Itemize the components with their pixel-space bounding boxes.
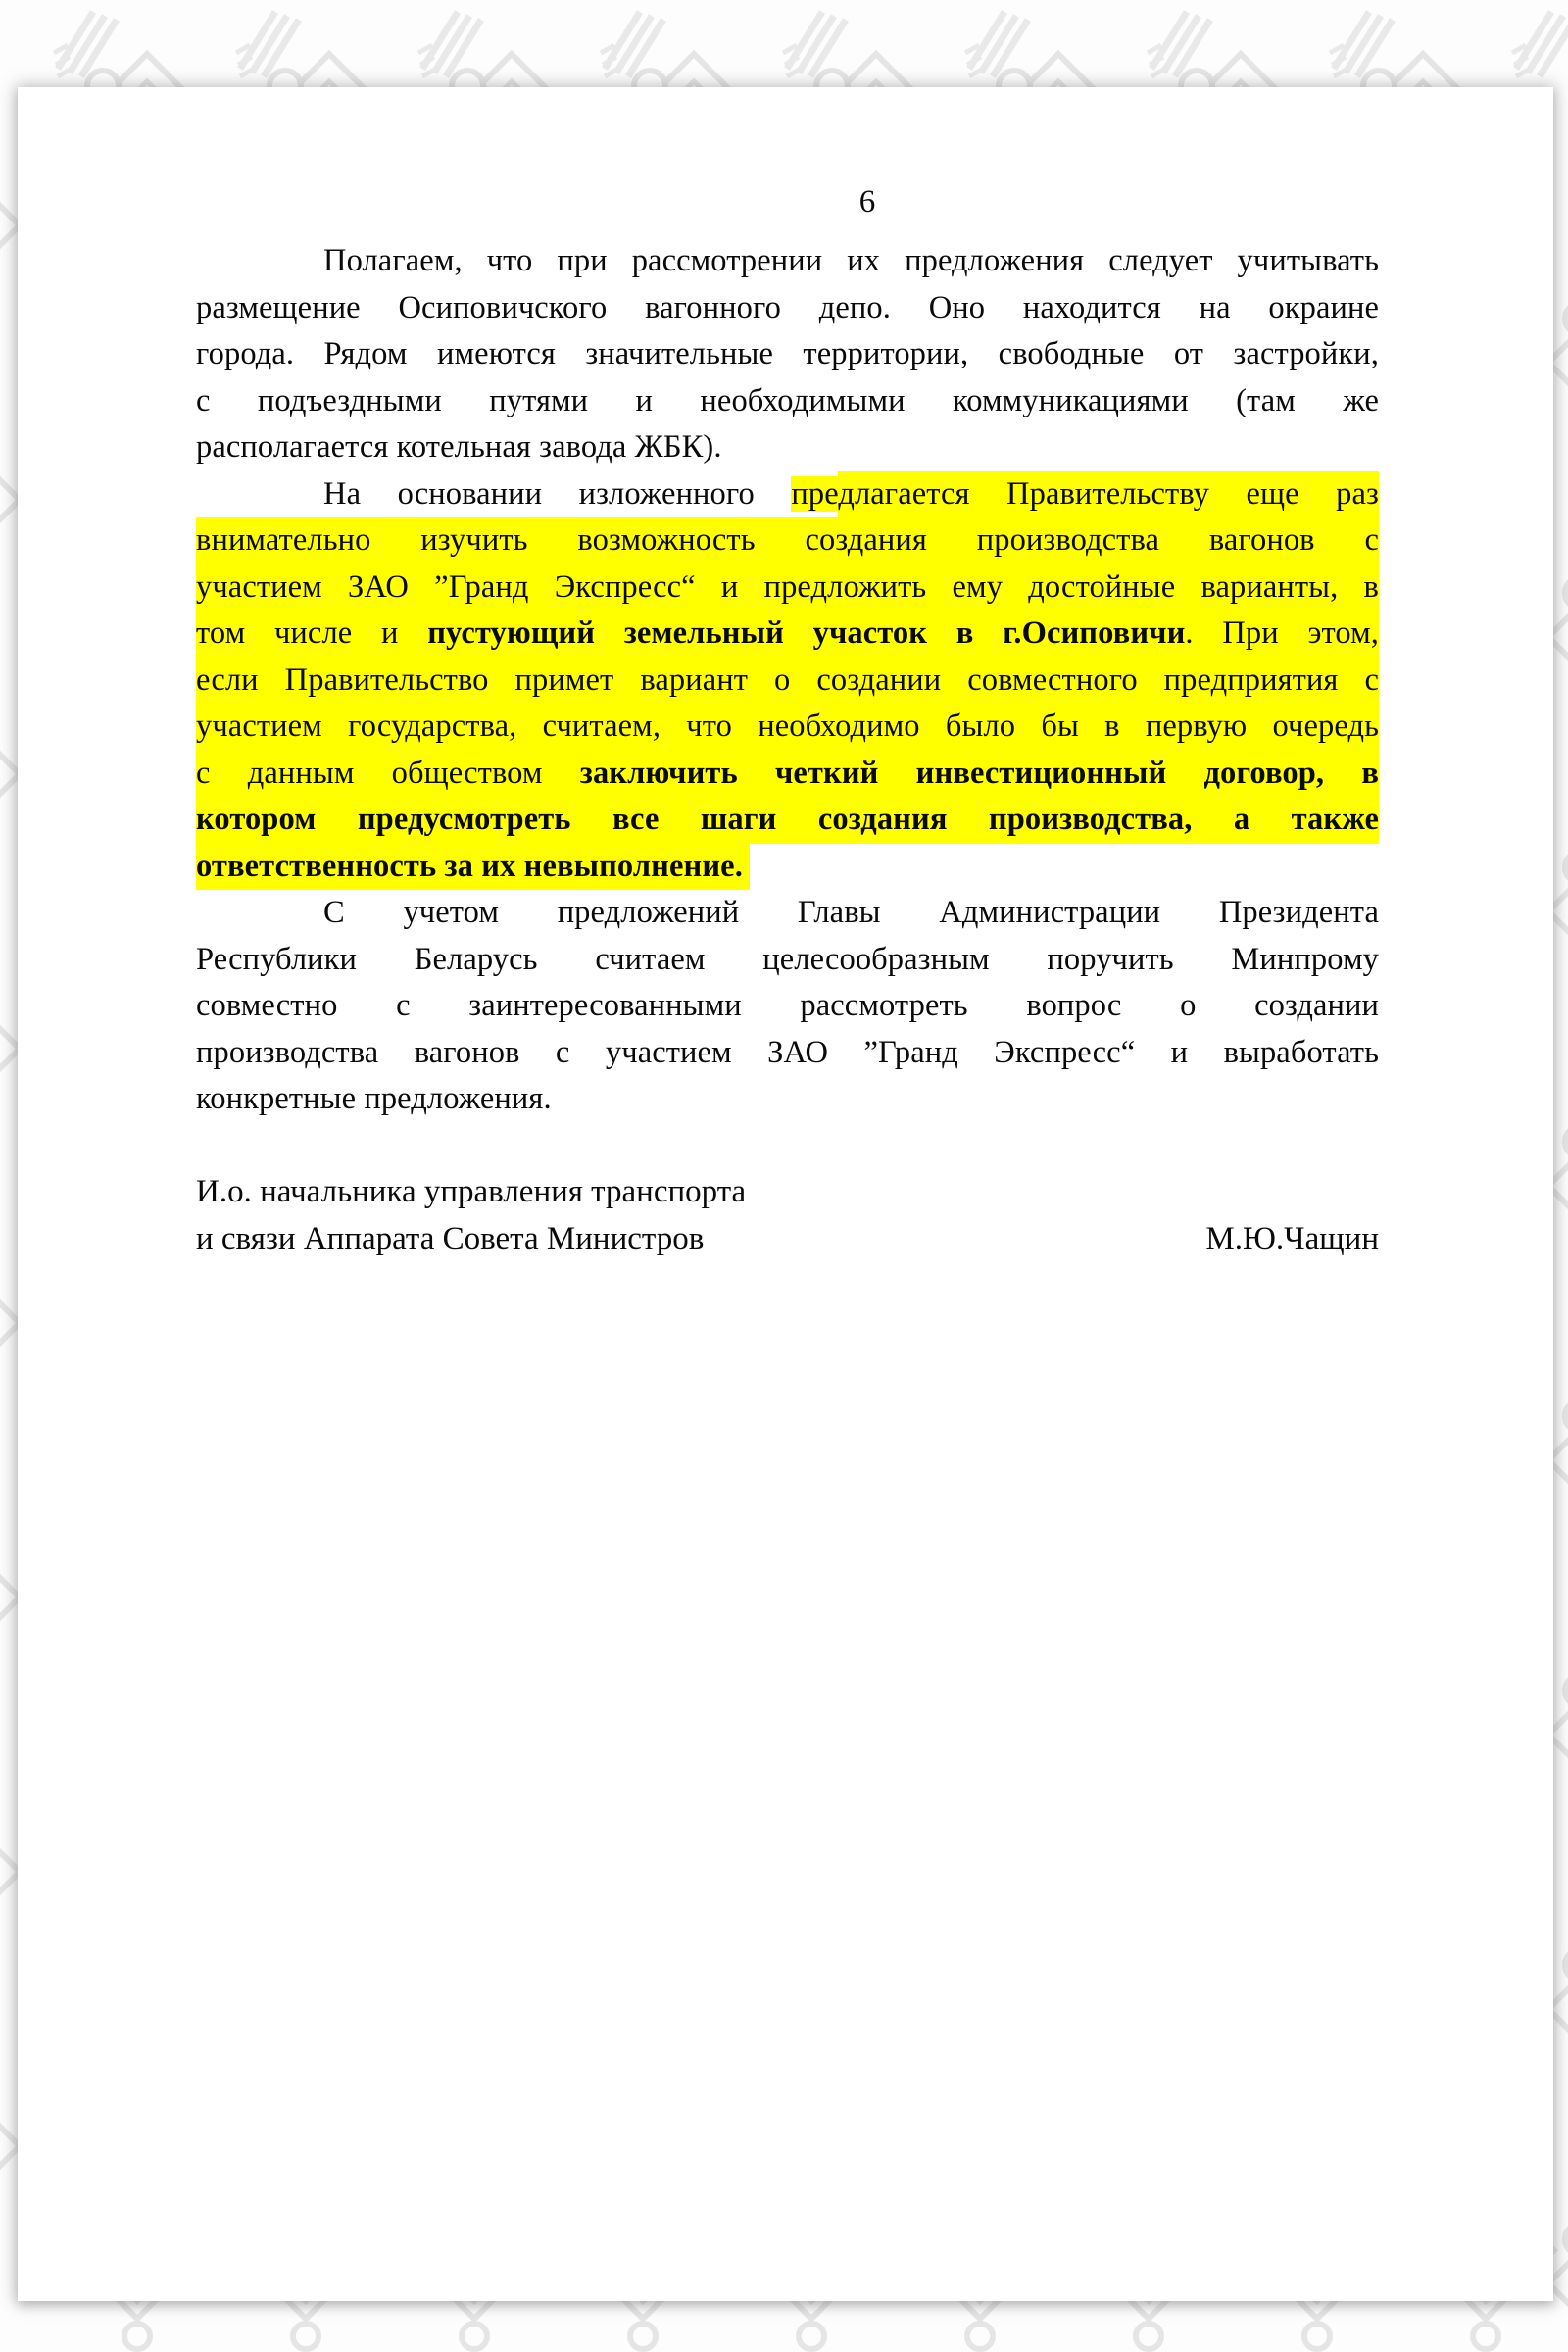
document-body [196,238,1379,1123]
signature-title-line-2-row [196,1215,1379,1262]
signatory-name: М.Ю.Чащин [1205,1221,1379,1256]
bold-text-segment: заключить четкий инвестиционный договор, в [579,755,1379,791]
text-segment: Полагаем, что при рассмотрении их предложения следует учитывать [323,243,1379,278]
text-segment: с данным обществом [196,755,580,791]
text-line [196,611,1379,658]
text-line [196,424,1379,471]
text-segment: внимательно изучить возможность создания производства вагонов с [196,522,1379,558]
text-line [196,983,1379,1030]
text-line [196,1030,1379,1077]
signature-title-line-1: И.о. начальника управления транспорта [196,1174,747,1209]
signature-title-line-2: и связи Аппарата Совета Министров [196,1221,705,1256]
text-line [196,1076,1379,1123]
bold-text-segment: ответственность за их невыполнение. [196,848,743,884]
text-line [196,378,1379,425]
text-line [196,797,1379,844]
signature-block [196,1168,1379,1262]
text-line [196,658,1379,705]
text-line [196,751,1379,798]
text-segment: располагается котельная завода ЖБК). [196,429,722,465]
text-line [196,238,1379,285]
text-line [196,285,1379,332]
text-segment: . При этом, [1185,615,1380,651]
paragraph [196,471,1379,891]
text-segment: участием государства, считаем, что необходимо было бы в первую очередь [196,709,1379,744]
text-segment: том числе и [196,615,428,651]
bold-text-segment: котором предусмотреть все шаги создания производства, а также [196,802,1379,837]
text-line [196,331,1379,378]
page-number: 6 [858,184,876,220]
text-line [196,937,1379,984]
text-line [196,471,1379,518]
text-segment: предлагается Правительству еще раз [791,475,1379,512]
text-line [196,564,1379,612]
text-segment: совместно с заинтересованными рассмотреть вопрос о создании [196,988,1379,1023]
text-line [196,844,1379,891]
text-segment: На основании изложенного [323,475,792,512]
text-segment: производства вагонов с участием ЗАО ”Гранд Экспресс“ и выработать [196,1034,1379,1070]
paragraph [196,890,1379,1123]
text-line [196,890,1379,937]
text-segment: конкретные предложения. [196,1081,552,1116]
text-line [196,517,1379,564]
text-line [196,704,1379,751]
highlighted-text [196,844,750,891]
text-segment: размещение Осиповичского вагонного депо. Оно находится на окраине [196,289,1379,325]
text-segment: если Правительство примет вариант о создании совместного предприятия с [196,662,1379,698]
text-segment: Республики Беларусь считаем целесообразным поручить Минпрому [196,941,1379,977]
text-segment: С учетом предложений Главы Администрации Президента [323,895,1379,930]
paragraph [196,238,1379,471]
bold-text-segment: пустующий земельный участок в г.Осиповичи [427,615,1186,651]
text-segment: города. Рядом имеются значительные территории, свободные от застройки, [196,336,1379,371]
text-segment: с подъездными путями и необходимыми коммуникациями (там же [196,382,1379,418]
document-page [18,87,1553,2301]
text-segment: участием ЗАО ”Гранд Экспресс“ и предложить ему достойные варианты, в [196,568,1379,605]
